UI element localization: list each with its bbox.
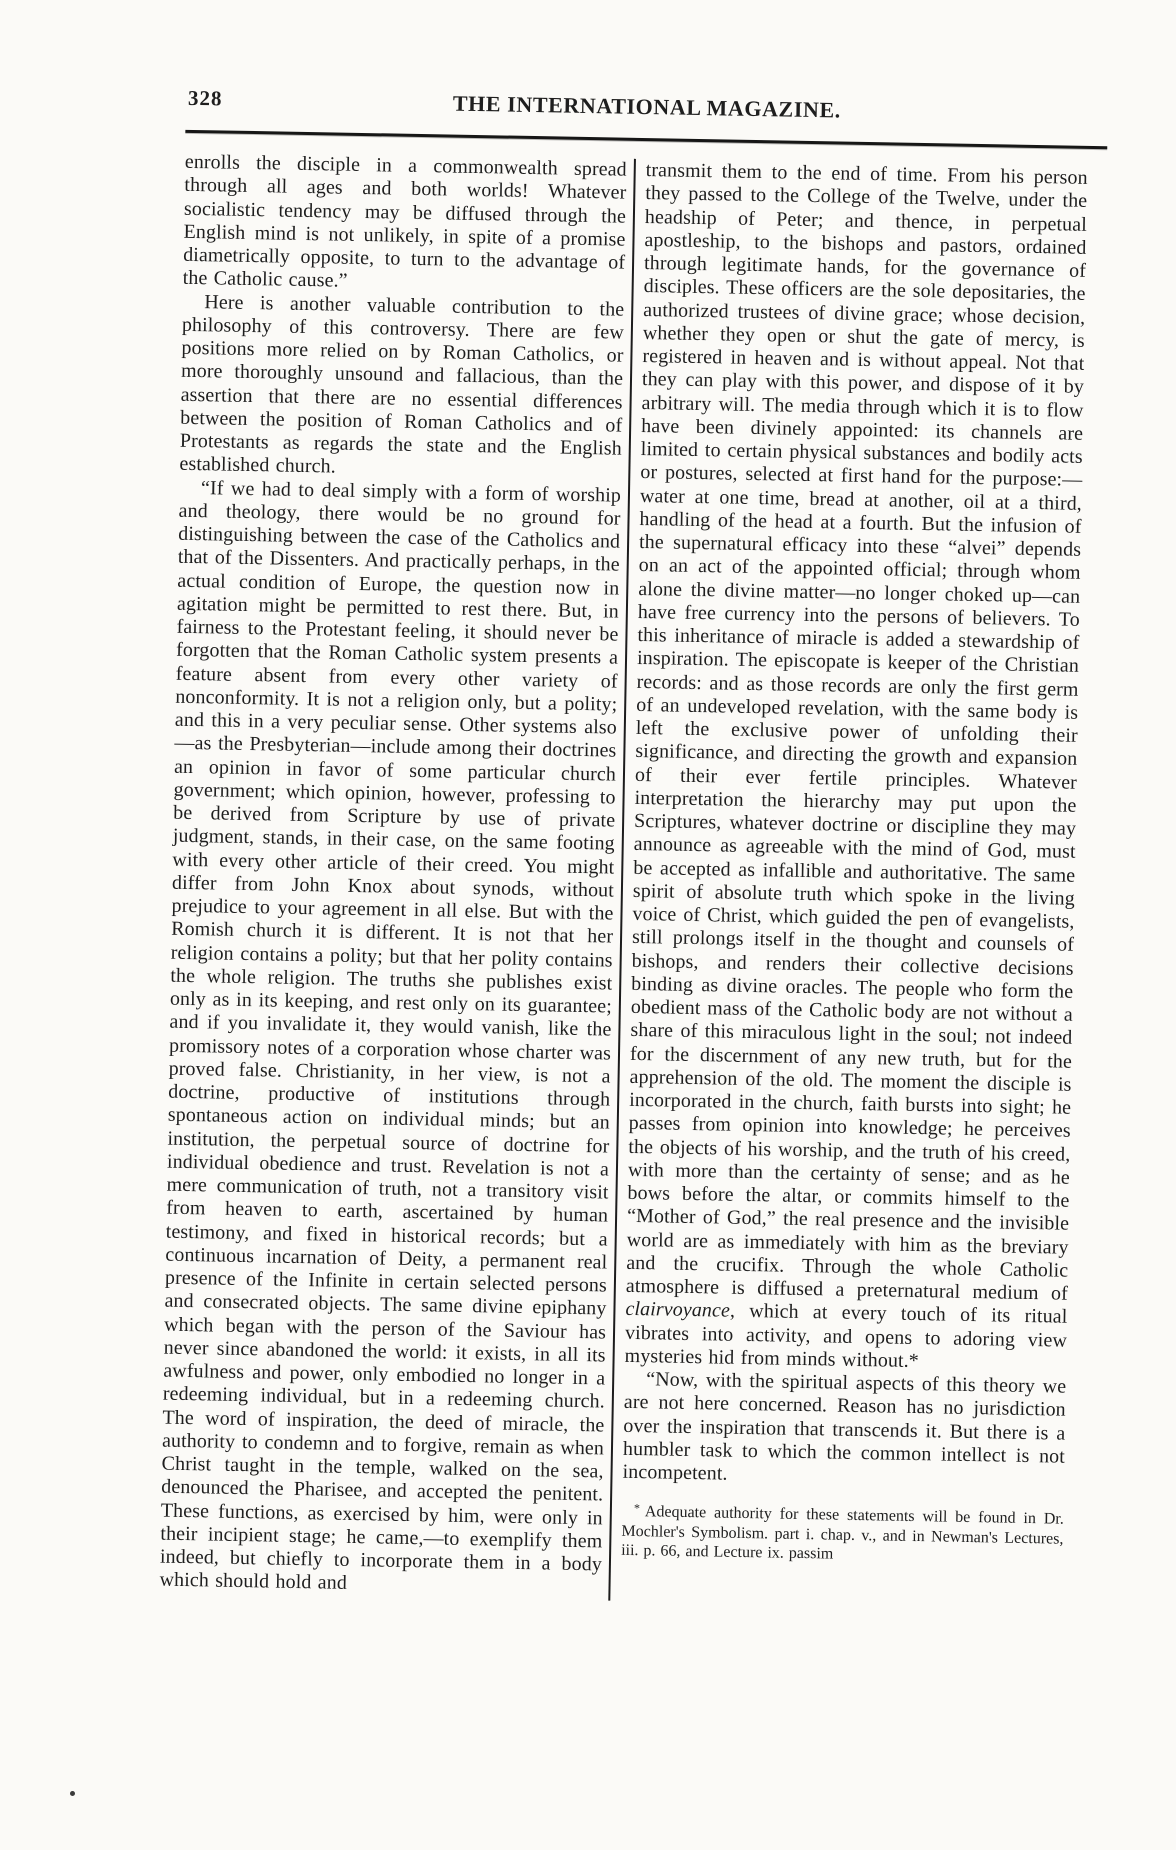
page-header bbox=[185, 86, 1108, 146]
footnote-text: Adequate authority for these statements will be found in Dr. Mochler's Symbolism. part i. chap. v., and in Newman's Lectures, iii. p. 66, and Lecture ix. passim bbox=[621, 1503, 1064, 1563]
text-run: “Now, with the spiritual aspects of this theory we are not here concerned. Reason has no jurisdiction over the inspiration that transcends it. But there is a humbler task to which the common intellect is not incompetent. bbox=[622, 1368, 1067, 1485]
paragraph bbox=[622, 1368, 1066, 1492]
left-column bbox=[159, 151, 627, 1600]
scan-speck-artifact bbox=[70, 1791, 75, 1796]
footnote bbox=[621, 1499, 1064, 1568]
text-run: Here is another valuable contribution to the philosophy of this controversy. There are few positions more relied on by Roman Catholics, or more thoroughly unsound and fallacious, than the assertion that there are no essential differences between the position of Roman Catholics and of Protestants as regards the state and the English established church. bbox=[179, 290, 625, 478]
right-column bbox=[620, 159, 1088, 1608]
text-run: enrolls the disciple in a commonwealth spread through all ages and both worlds! Whatever socialistic tendency may be diffused through the English mind is not unlikely, in spite of a promise diametrically opposite, to turn to the advantage of the Catholic cause.” bbox=[182, 150, 627, 292]
page-sheet bbox=[159, 86, 1108, 1609]
italic-run: clairvoyance bbox=[625, 1298, 731, 1322]
right-column-paragraphs bbox=[622, 159, 1088, 1492]
footnote-asterisk: * bbox=[633, 1501, 641, 1516]
text-run: transmit them to the end of time. From his person they passed to the College of the Twelve, under the headship of Peter; and thence, in perpetual apostleship, to the bishops and pastors, ordained through legitimate hands, for the governance of disciples. These officers are the sole depositaries, the authorized trustees of divine grace; whose decision, whether they open or shut the gate of mercy, is registered in heaven and is without appeal. Not that they can play with this power, and dispose of it by arbitrary will. The media through which it is to flow have been divinely appointed: its channels are limited to certain physical substances and bodily acts or postures, selected at first hand for the purpose:—water at one time, bread at another, oil at a third, handling of the head at a fourth. But the infusion of the supernatural efficacy into these “alvei” depends on an act of the appointed official; through whom alone the divine matter—no longer choked up—can have free currency into the persons of believers. To this inheritance of miracle is added a stewardship of inspiration. The episcopate is keeper of the Christian records: and as those records are only the first germ of an undeveloped revelation, with the same body is left the exclusive power of unfolding their significance, and directing the growth and expansion of their ever fertile principles. Whatever interpretation the hierarchy may put upon the Scriptures, whatever doctrine or discipline they may announce as agreeable with the mind of God, must be accepted as infallible and authoritative. The same spirit of absolute truth which spoke in the living voice of Christ, which guided the pen of evangelists, still prolongs itself in the thought and counsels of bishops, and renders their collective decisions binding as divine oracles. The people who form the obedient mass of the Catholic body are not without a share of this miraculous light in the soul; not indeed for the discernment of any new truth, but for the apprehension of the old. The moment the disciple is incorporated in the church, faith bursts into sight; he passes from opinion into knowledge; he perceives the objects of his worship, and the truth of his creed, with more than the certainty of sense; and as he bows before the altar, or commits himself to the “Mother of God,” the real presence and the invisible world are as immediately with him as the breviary and the crucifix. Through the whole Catholic atmosphere is diffused a preternatural medium of bbox=[625, 159, 1088, 1305]
paragraph bbox=[624, 159, 1087, 1376]
text-run: , which at every touch of its ritual vibrates into activity, and opens to adoring view mysteries hid from minds without.* bbox=[624, 1299, 1068, 1372]
page-number: 328 bbox=[187, 85, 223, 111]
magazine-title: THE INTERNATIONAL MAGAZINE. bbox=[452, 90, 842, 123]
paragraph bbox=[159, 476, 621, 1600]
text-columns bbox=[159, 151, 1107, 1609]
paragraph bbox=[179, 290, 624, 484]
left-column-paragraphs bbox=[159, 151, 627, 1600]
text-run: “If we had to deal simply with a form of worship and theology, there would be no ground for distinguishing between the case of the Catholics and that of the Dissenters. And practically perhaps, in the actual condition of Europe, the question now in agitation might be permitted to rest there. But, in fairness to the Protestant feeling, it should never be forgotten that the Roman Catholic system presents a feature absent from every other variety of nonconformity. It is not a religion only, but a polity; and this in a very peculiar sense. Other systems also—as the Presbyterian—include among their doctrines an opinion in favor of some particular church government; which opinion, however, professing to be derived from Scripture by use of private judgment, stands, in their case, on the same footing with every other article of their creed. You might differ from John Knox about synods, without prejudice to your agreement in all else. But with the Romish church it is different. It is not that her religion contains a polity; but that her polity contains the whole religion. The truths she publishes exist only as in its keeping, and rest only on its guarantee; and if you invalidate it, they would vanish, like the promissory notes of a corporation whose charter was proved false. Christianity, in her view, is not a doctrine, productive of institutions through spontaneous action on individual minds; but an institution, the perpetual source of doctrine for individual obedience and trust. Revelation is not a mere communication of truth, not a transitory visit from heaven to earth, ascertained by human testimony, and fixed in historical records; but a continuous incarnation of Deity, a permanent real presence of the Infinite in certain selected persons and consecrated objects. The same divine epiphany which began with the person of the Saviour has never since abandoned the world: it exists, in all its awfulness and power, only embodied no longer in a redeeming individual, but in a redeeming church. The word of inspiration, the deed of miracle, the authority to condemn and to forgive, remain as when Christ taught in the temple, walked on the sea, denounced the Pharisee, and accepted the penitent. These functions, as exercised by him, were only in their incipient stage; he came,—to exemplify them indeed, but chiefly to incorporate them in a body which should hold and bbox=[159, 476, 622, 1595]
paragraph bbox=[183, 151, 627, 298]
